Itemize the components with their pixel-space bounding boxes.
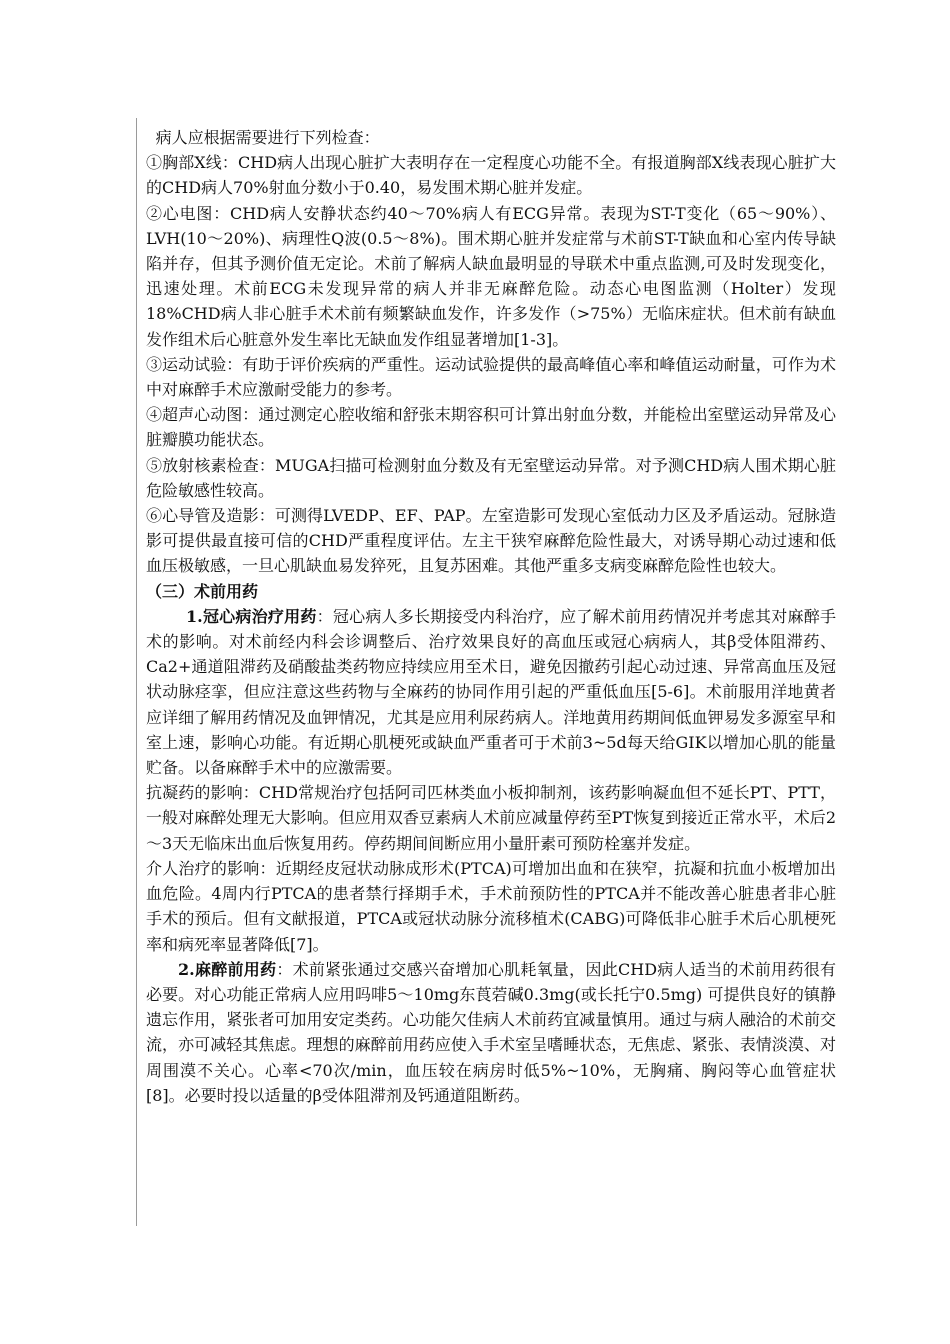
check-chest-xray: ①胸部X线：CHD病人出现心脏扩大表明存在一定程度心功能不全。有报道胸部X线表现心脏扩大的CHD病人70%射血分数小于0.40，易发围术期心脏并发症。 <box>146 153 836 198</box>
document-body <box>146 125 836 1108</box>
left-margin-rule <box>136 118 137 1226</box>
check-ecg: ②心电图：CHD病人安静状态约40～70%病人有ECG异常。表现为ST-T变化（65～90%）、LVH(10～20%)、病理性Q波(0.5～8%)。围术期心脏并发症常与术前ST-T缺血和心室内传导缺陷并存，但其予测价值无定论。术前了解病人缺血最明显的导联术中重点监测,可及时发现变化，迅速处理。术前ECG未发现异常的病人并非无麻醉危险。动态心电图监测（Holter）发现18%CHD病人非心脏手术术前有频繁缺血发作，许多发作（>75%）无临床症状。但术前有缺血发作组术后心脏意外发生率比无缺血发作组显著增加[1-3]。 <box>146 203 836 349</box>
paragraph-chd-medication-lead: 1.冠心病治疗用药 <box>186 606 317 626</box>
check-radionuclide: ⑤放射核素检查：MUGA扫描可检测射血分数及有无室壁运动异常。对予测CHD病人围术期心脏危险敏感性较高。 <box>146 455 836 500</box>
paragraph-premedication <box>146 957 836 1108</box>
check-exercise-test: ③运动试验：有助于评价疾病的严重性。运动试验提供的最高峰值心率和峰值运动耐量，可作为术中对麻醉手术应激耐受能力的参考。 <box>146 354 836 400</box>
paragraph-chd-medication-body: ：冠心病人多长期接受内科治疗，应了解术前用药情况并考虑其对麻醉手术的影响。对术前经内科会诊调整后、治疗效果良好的高血压或冠心病病人，其β受体阻滞药、Ca2+通道阻滞药及硝酸盐类药物应持续应用至术日，避免因撤药引起心动过速、异常高血压及冠状动脉痉挛，但应注意这些药物与全麻药的协同作用引起的严重低血压[5-6]。术前服用洋地黄者应详细了解用药情况及血钾情况，尤其是应用利尿药病人。洋地黄用药期间低血钾易发多源室早和室上速，影响心功能。有近期心肌梗死或缺血严重者可于术前3~5d每天给GIK以增加心肌的能量贮备。以备麻醉手术中的应激需要。 <box>146 606 836 778</box>
paragraph-intervention: 介人治疗的影响：近期经皮冠状动脉成形术(PTCA)可增加出血和在狭窄，抗凝和抗血小板增加出血危险。4周内行PTCA的患者禁行择期手术，手术前预防性的PTCA并不能改善心脏患者非心脏手术的预后。但有文献报道，PTCA或冠状动脉分流移植术(CABG)可降低非心脏手术后心肌梗死率和病死率显著降低[7]。 <box>146 858 836 954</box>
paragraph-premedication-body: ：术前紧张通过交感兴奋增加心肌耗氧量，因此CHD病人适当的术前用药很有必要。对心功能正常病人应用吗啡5～10mg东莨菪碱0.3mg(或长托宁0.5mg) 可提供良好的镇静遗忘作用，紧张者可加用安定类药。心功能欠佳病人术前药宜减量慎用。通过与病人融洽的术前交流，亦可减轻其焦虑。理想的麻醉前用药应使入手术室呈嗜睡状态，无焦虑、紧张、表情淡漠、对周围漠不关心。心率<70次/min，血压较在病房时低5%~10%，无胸痛、胸闷等心血管症状[8]。必要时投以适量的β受体阻滞剂及钙通道阻断药。 <box>146 959 836 1105</box>
check-catheterization: ⑥心导管及造影：可测得LVEDP、EF、PAP。左室造影可发现心室低动力区及矛盾运动。冠脉造影可提供最直接可信的CHD严重程度评估。左主干狭窄麻醉危险性最大，对诱导期心动过速和低血压极敏感，一旦心肌缺血易发猝死，且复苏困难。其他严重多支病变麻醉危险性也较大。 <box>146 506 836 576</box>
check-echocardiography: ④超声心动图：通过测定心腔收缩和舒张末期容积可计算出射血分数，并能检出室壁运动异常及心脏瓣膜功能状态。 <box>146 405 836 450</box>
paragraph-premedication-lead: 2.麻醉前用药 <box>178 959 277 979</box>
intro-line: 病人应根据需要进行下列检查： <box>155 128 380 147</box>
paragraph-anticoagulant: 抗凝药的影响：CHD常规治疗包括阿司匹林类血小板抑制剂，该药影响凝血但不延长PT、PTT，一般对麻醉处理无大影响。但应用双香豆素病人术前应减量停药至PT恢复到接近正常水平，术后2～3天无临床出血后恢复用药。停药期间间断应用小量肝素可预防栓塞并发症。 <box>146 783 836 853</box>
section-heading: （三）术前用药 <box>146 581 259 601</box>
paragraph-chd-medication <box>146 604 836 780</box>
